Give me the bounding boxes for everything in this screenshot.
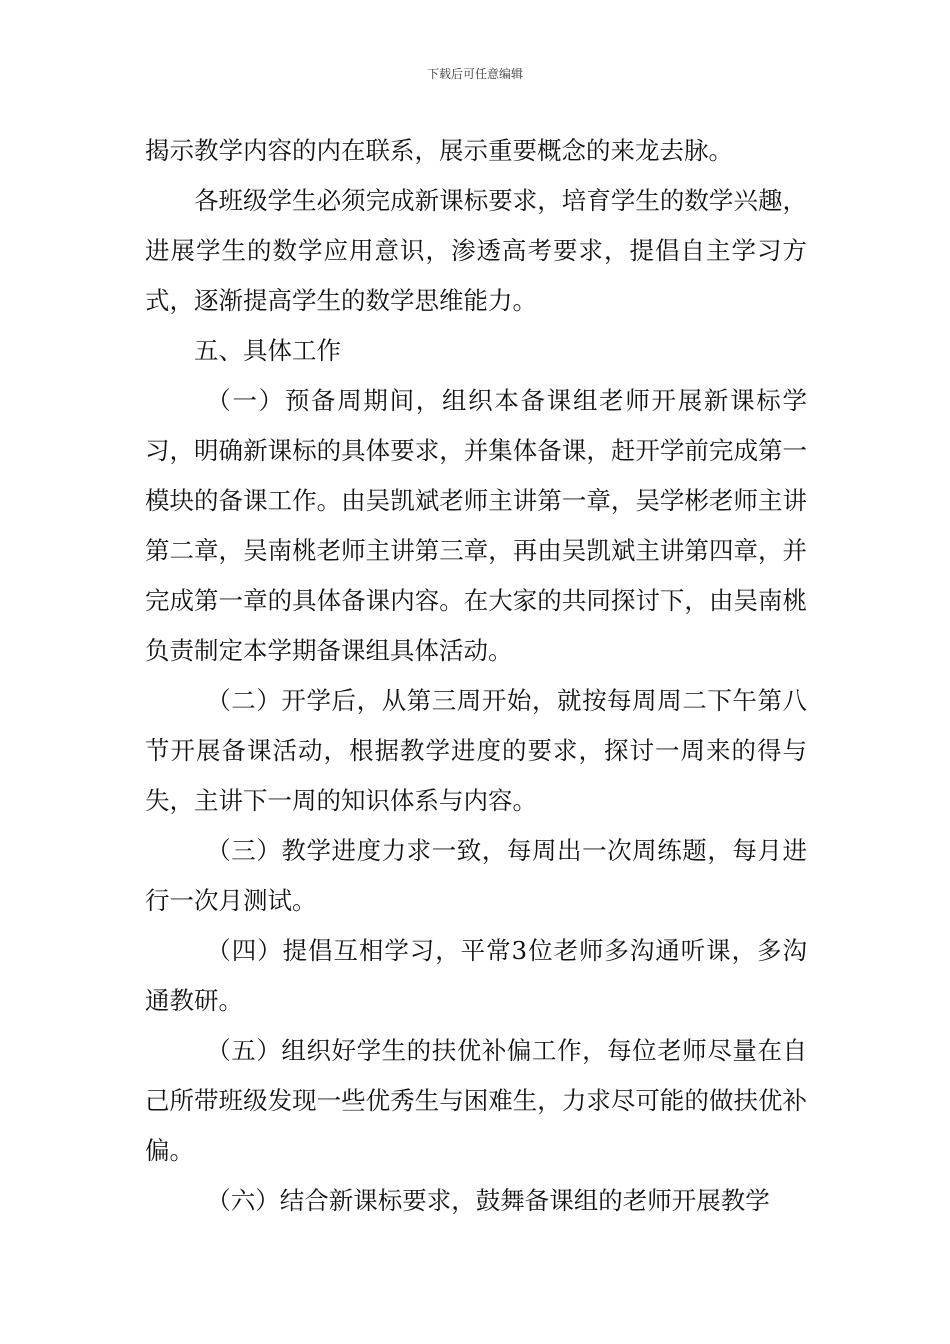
paragraph-item-1: （一）预备周期间，组织本备课组老师开展新课标学习，明确新课标的具体要求，并集体备课，赶开学前完成第一模块的备课工作。由吴凯斌老师主讲第一章，吴学彬老师主讲第二章，吴南桃老师主讲第三章，再由吴凯斌主讲第四章，并完成第一章的具体备课内容。在大家的共同探讨下，由吴南桃负责制定本学期备课组具体活动。 bbox=[145, 386, 807, 665]
paragraph-item-2: （二）开学后，从第三周开始，就按每周周二下午第八节开展备课活动，根据教学进度的要求，探讨一周来的得与失，主讲下一周的知识体系与内容。 bbox=[145, 686, 807, 815]
paragraph-item-6: （六）结合新课标要求，鼓舞备课组的老师开展教学 bbox=[206, 1186, 770, 1215]
paragraph-continuation: 揭示教学内容的内在联系，展示重要概念的来龙去脉。 bbox=[145, 136, 733, 165]
paragraph-item-4: （四）提倡互相学习，平常3位老师多沟通听课，多沟通教研。 bbox=[145, 936, 807, 1015]
paragraph-item-3: （三）教学进度力求一致，每周出一次周练题，每月进行一次月测试。 bbox=[145, 836, 807, 915]
paragraph-class-requirements: 各班级学生必须完成新课标要求，培育学生的数学兴趣，进展学生的数学应用意识，渗透高考要求，提倡自主学习方式，逐渐提高学生的数学思维能力。 bbox=[145, 186, 807, 315]
paragraph-item-5: （五）组织好学生的扶优补偏工作，每位老师尽量在自己所带班级发现一些优秀生与困难生，力求尽可能的做扶优补偏。 bbox=[145, 1036, 807, 1165]
section-heading-specific-work: 五、具体工作 bbox=[194, 336, 341, 365]
document-body bbox=[145, 126, 807, 1226]
page-header-note: 下载后可任意编辑 bbox=[426, 67, 523, 81]
